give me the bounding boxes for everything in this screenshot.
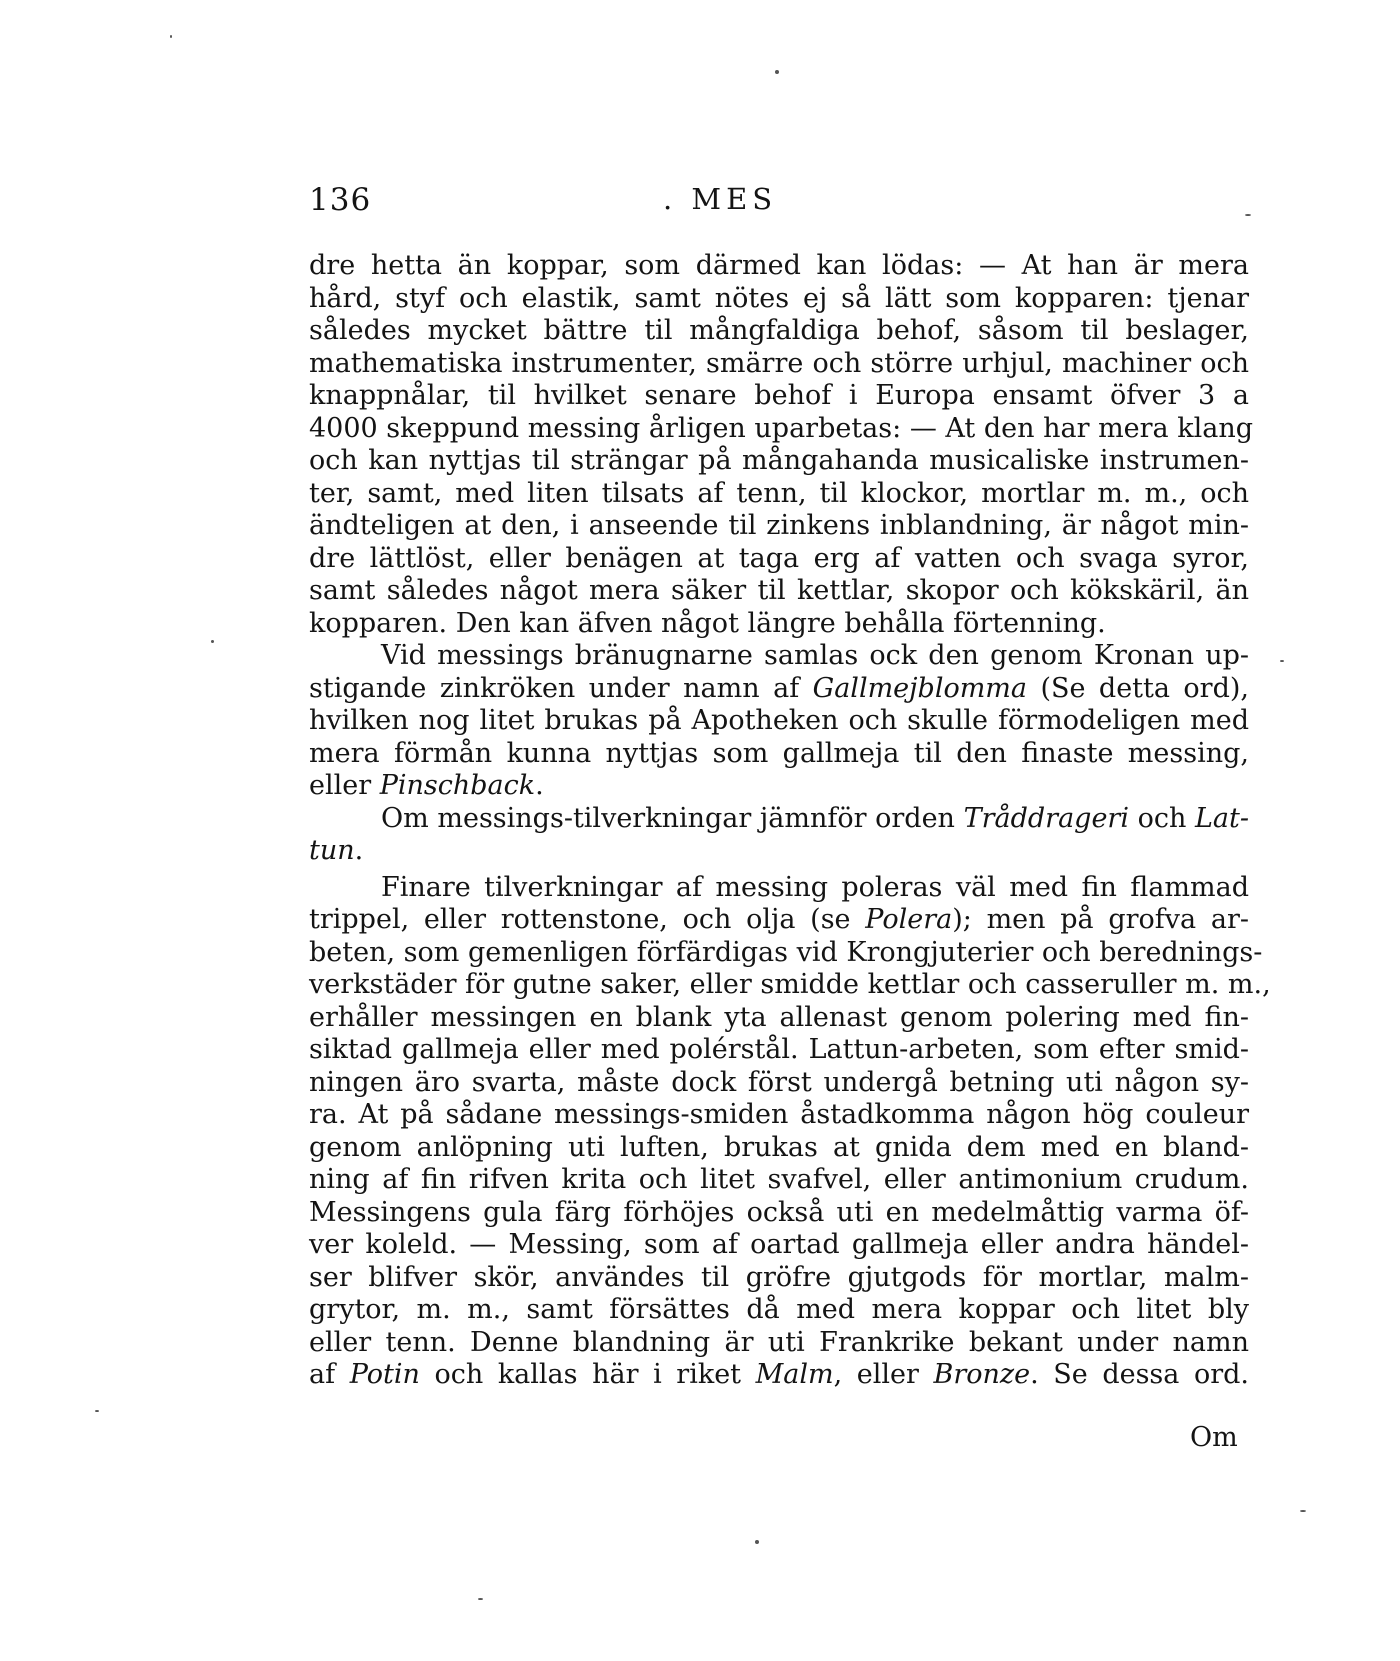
- text-line: ändteligen at den, i anseende til zinkens inblandning, är något min-: [309, 510, 1249, 541]
- text-line: tun.: [309, 835, 364, 866]
- print-speck: [95, 1410, 99, 1412]
- text-line: hvilken nog litet brukas på Apotheken och skulle förmodeligen med: [309, 705, 1249, 736]
- print-speck: [1245, 214, 1251, 216]
- italic-term: Tråddrageri: [963, 802, 1129, 834]
- text-line: samt således något mera säker til kettlar, skopor och kökskäril, än: [309, 575, 1249, 606]
- text-line: ser blifver skör, användes til gröfre gjutgods för mortlar, malm-: [309, 1261, 1249, 1293]
- text-line: ter, samt, med liten tilsats af tenn, til klockor, mortlar m. m., och: [309, 477, 1249, 509]
- print-speck: [478, 1598, 483, 1600]
- text-line: dre lättlöst, eller benägen at taga erg af vatten och svaga syror,: [309, 542, 1249, 574]
- text-line: ver koleld. — Messing, som af oartad gallmeja eller andra händel-: [309, 1229, 1249, 1260]
- text-line: hård, styf och elastik, samt nötes ej så lätt som kopparen: tjenar: [309, 282, 1249, 314]
- print-speck: [755, 1540, 759, 1544]
- print-speck: [1300, 1510, 1306, 1512]
- text-line: dre hetta än koppar, som därmed kan lödas: — At han är mera: [309, 250, 1249, 281]
- print-speck: [170, 35, 172, 38]
- print-speck: [775, 70, 779, 74]
- print-speck: [211, 640, 214, 643]
- text-line: eller tenn. Denne blandning är uti Frankrike bekant under namn: [309, 1326, 1249, 1358]
- italic-term: Potin: [349, 1359, 420, 1390]
- catchword: Om: [1190, 1422, 1238, 1453]
- running-head: [309, 182, 1249, 232]
- text-line: siktad gallmeja eller med polérstål. Lattun-arbeten, som efter smid-: [309, 1034, 1249, 1065]
- text-line: Messingens gula färg förhöjes också uti en medelmåttig varma öf-: [309, 1196, 1249, 1228]
- text-line: kopparen. Den kan äfven något längre behålla förtenning.: [309, 607, 1106, 639]
- italic-term: tun: [309, 835, 355, 866]
- italic-term: Pinschback: [379, 770, 536, 801]
- running-title: . MES: [663, 182, 778, 216]
- text-line: Om messings-tilverkningar jämnför orden Tråddrageri och Lat-: [381, 802, 1249, 834]
- text-line: beten, som gemenligen förfärdigas vid Krongjuterier och berednings-: [309, 936, 1263, 968]
- text-line: och kan nyttjas til strängar på mångahanda musicaliske instrumen-: [309, 445, 1249, 476]
- text-line: Vid messings bränugnarne samlas ock den genom Kronan up-: [381, 640, 1249, 671]
- text-line: genom anlöpning uti luften, brukas at gnida dem med en bland-: [309, 1131, 1249, 1163]
- italic-term: Polera: [865, 904, 953, 935]
- text-line: Finare tilverkningar af messing poleras väl med fin flammad: [381, 871, 1249, 903]
- italic-term: Malm: [755, 1359, 834, 1390]
- page-number: 136: [309, 182, 372, 218]
- text-line: mathematiska instrumenter, smärre och större urhjul, machiner och: [309, 347, 1249, 379]
- text-line: 4000 skeppund messing årligen uparbetas: — At den har mera klang: [309, 412, 1253, 444]
- text-line: stigande zinkröken under namn af Gallmejblomma (Se detta ord),: [309, 672, 1249, 704]
- italic-term: Bronze: [933, 1359, 1031, 1390]
- text-line: ningen äro svarta, måste dock först undergå betning uti någon sy-: [309, 1066, 1249, 1098]
- text-line: verkstäder för gutne saker, eller smidde kettlar och casseruller m. m.,: [309, 969, 1271, 1000]
- text-line: trippel, eller rottenstone, och olja (se Polera); men på grofva ar-: [309, 904, 1250, 935]
- text-line: ra. At på sådane messings-smiden åstadkomma någon hög couleur: [309, 1099, 1249, 1130]
- italic-term: Lat-: [1195, 802, 1249, 834]
- text-line: af Potin och kallas här i riket Malm, eller Bronze. Se dessa ord.: [309, 1359, 1250, 1390]
- print-speck: [1280, 660, 1284, 662]
- text-line: således mycket bättre til mångfaldiga behof, såsom til beslager,: [309, 315, 1249, 346]
- text-line: knappnålar, til hvilket senare behof i Europa ensamt öfver 3 a: [309, 380, 1249, 411]
- text-line: ning af fin rifven krita och litet svafvel, eller antimonium crudum.: [309, 1164, 1249, 1195]
- text-line: grytor, m. m., samt försättes då med mera koppar och litet bly: [309, 1294, 1249, 1325]
- text-line: mera förmån kunna nyttjas som gallmeja til den finaste messing,: [309, 737, 1249, 769]
- text-line: erhåller messingen en blank yta allenast genom polering med fin-: [309, 1001, 1249, 1033]
- italic-term: Gallmejblomma: [812, 672, 1028, 704]
- text-line: eller Pinschback.: [309, 770, 544, 801]
- body-text: [309, 250, 1271, 1392]
